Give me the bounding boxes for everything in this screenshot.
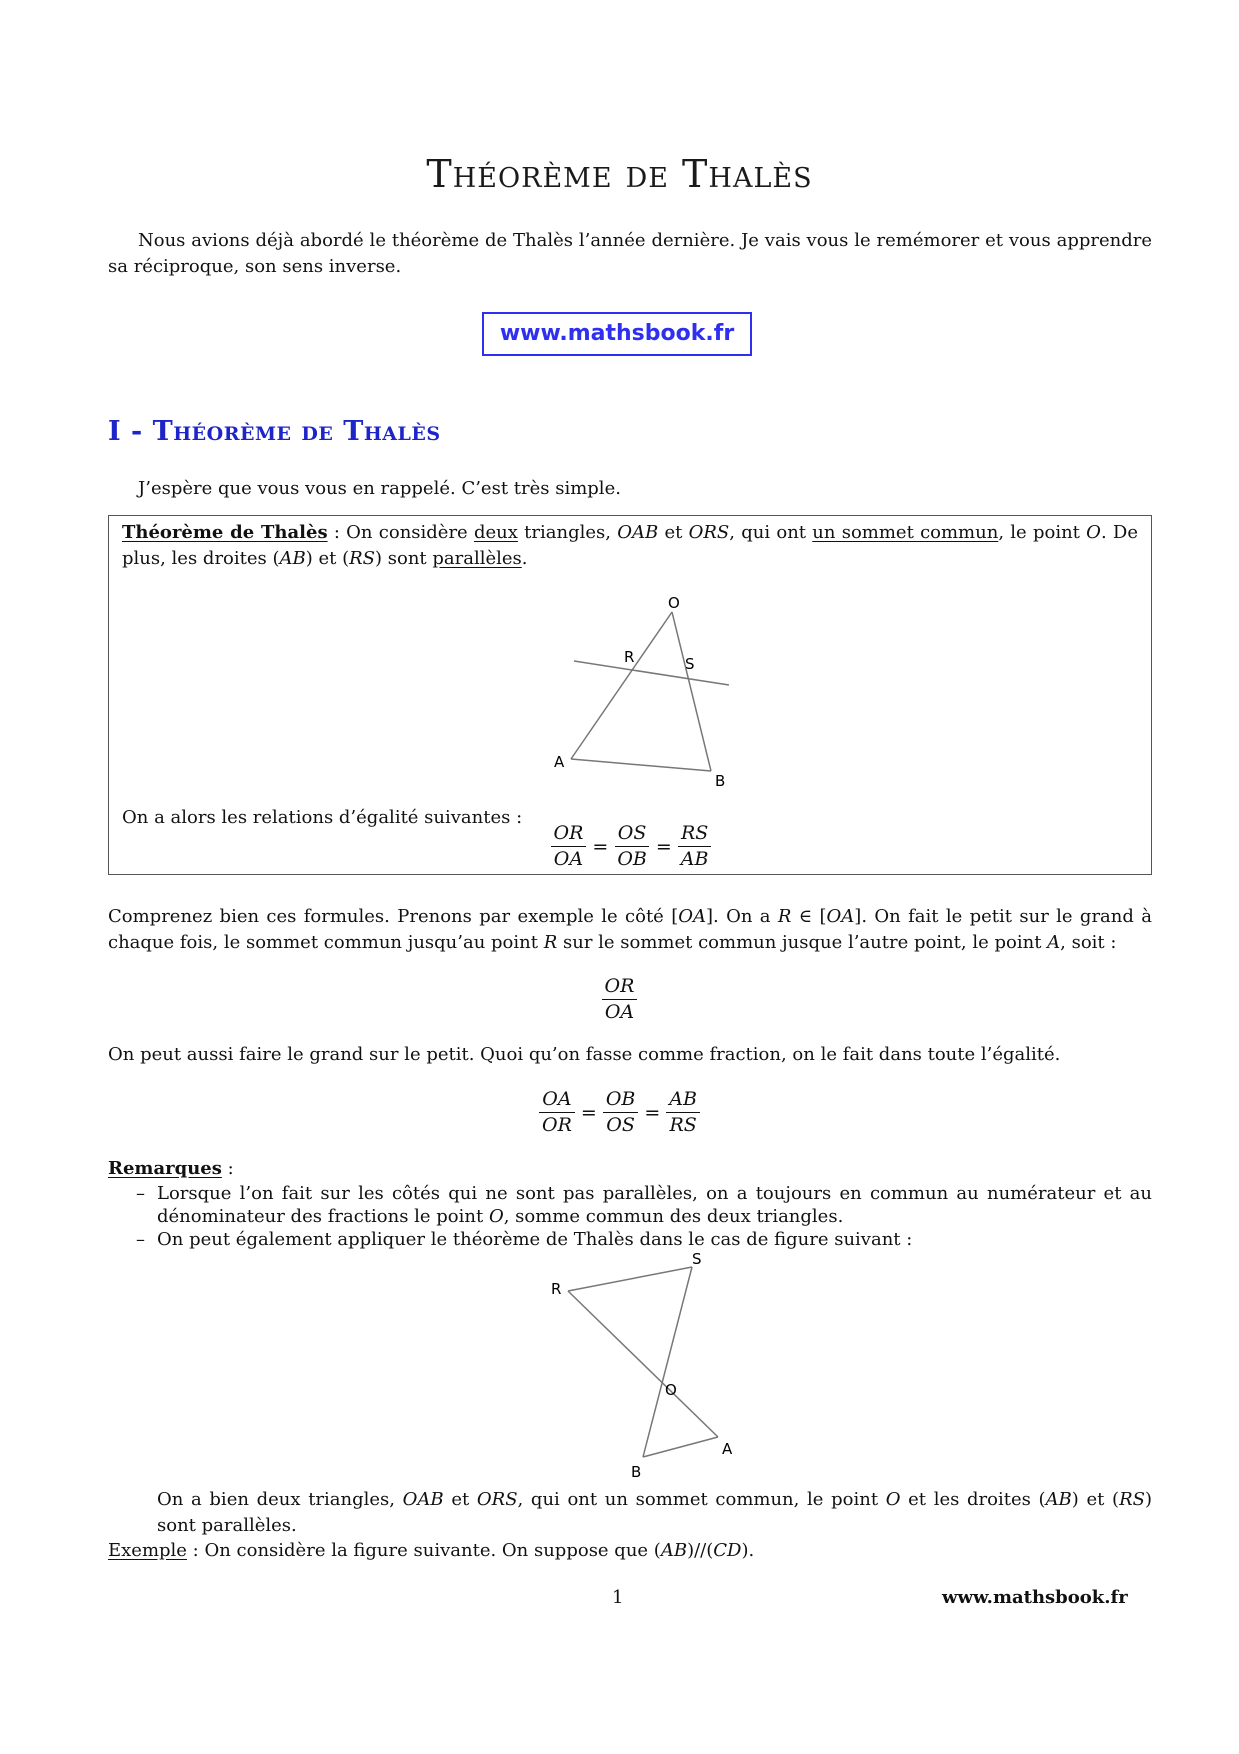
remark-dash-2: – (136, 1229, 145, 1250)
page-number: 1 (612, 1587, 624, 1608)
example-line: Exemple : On considère la figure suivante. On suppose que (AB)//(CD). (108, 1540, 755, 1561)
remarks-heading: Remarques : (108, 1158, 234, 1179)
label-s: S (692, 1250, 702, 1268)
label-r: R (624, 648, 635, 666)
theorem-box (108, 515, 1152, 875)
site-logo-link[interactable]: www.mathsbook.fr (482, 312, 752, 356)
label-s: S (685, 655, 695, 673)
remark-conclusion: On a bien deux triangles, OAB et ORS, qui ont un sommet commun, le point O et les droites (AB) et (RS) sont parallèles. (157, 1489, 1152, 1536)
thales-formula: $\frac{OR}{OA}$ = $\frac{OS}{OB}$ = $\frac{RS}{AB}$ (109, 821, 1153, 872)
remark-item-1: Lorsque l’on fait sur les côtés qui ne sont pas parallèles, on a toujours en commun au numérateur et au dénominateur des fractions le point O, somme commun des deux triangles. (157, 1183, 1152, 1227)
example-label: Exemple (108, 1540, 187, 1561)
theorem-statement: Théorème de Thalès : On considère deux triangles, OAB et ORS, qui ont un sommet commun, le point O. De plus, les droites (AB) et (RS) sont parallèles. (122, 522, 1138, 569)
label-b: B (631, 1463, 642, 1480)
label-a: A (722, 1440, 733, 1458)
inverse-paragraph: On peut aussi faire le grand sur le petit. Quoi qu’on fasse comme fraction, on le fait dans toute l’égalité. (108, 1044, 1061, 1065)
label-b: B (715, 772, 726, 790)
relations-text: On a alors les relations d’égalité suivantes : (122, 807, 523, 828)
label-o: O (665, 1381, 677, 1399)
footer-site-link[interactable]: www.mathsbook.fr (942, 1587, 1128, 1608)
label-o: O (668, 596, 680, 612)
label-a: A (554, 753, 565, 771)
thales-figure-2 (540, 1250, 760, 1480)
explanation-paragraph: Comprenez bien ces formules. Prenons par exemple le côté [OA]. On a R ∈ [OA]. On fait le petit sur le grand à chaque fois, le sommet commun jusqu’au point R sur le sommet commun jusque l’autre point, le point A, soit : (108, 906, 1152, 953)
intro-paragraph: Nous avions déjà abordé le théorème de Thalès l’année dernière. Je vais vous le remémorer et vous apprendre sa réciproque, son sens inverse. (108, 230, 1152, 277)
label-r: R (551, 1280, 562, 1298)
page-title: Théorème de Thalès (426, 152, 813, 196)
theorem-name: Théorème de Thalès (122, 522, 328, 543)
remark-item-2: On peut également appliquer le théorème de Thalès dans le cas de figure suivant : (157, 1229, 913, 1250)
thales-figure-1 (529, 596, 849, 796)
single-fraction: $\frac{OR}{OA}$ (0, 974, 1239, 1025)
section-heading: I - Théorème de Thalès (108, 416, 441, 447)
section-intro: J’espère que vous vous en rappelé. C’est très simple. (138, 478, 621, 499)
remark-dash-1: – (136, 1183, 145, 1204)
inverse-formula: $\frac{OA}{OR}$ = $\frac{OB}{OS}$ = $\frac{AB}{RS}$ (0, 1087, 1239, 1138)
